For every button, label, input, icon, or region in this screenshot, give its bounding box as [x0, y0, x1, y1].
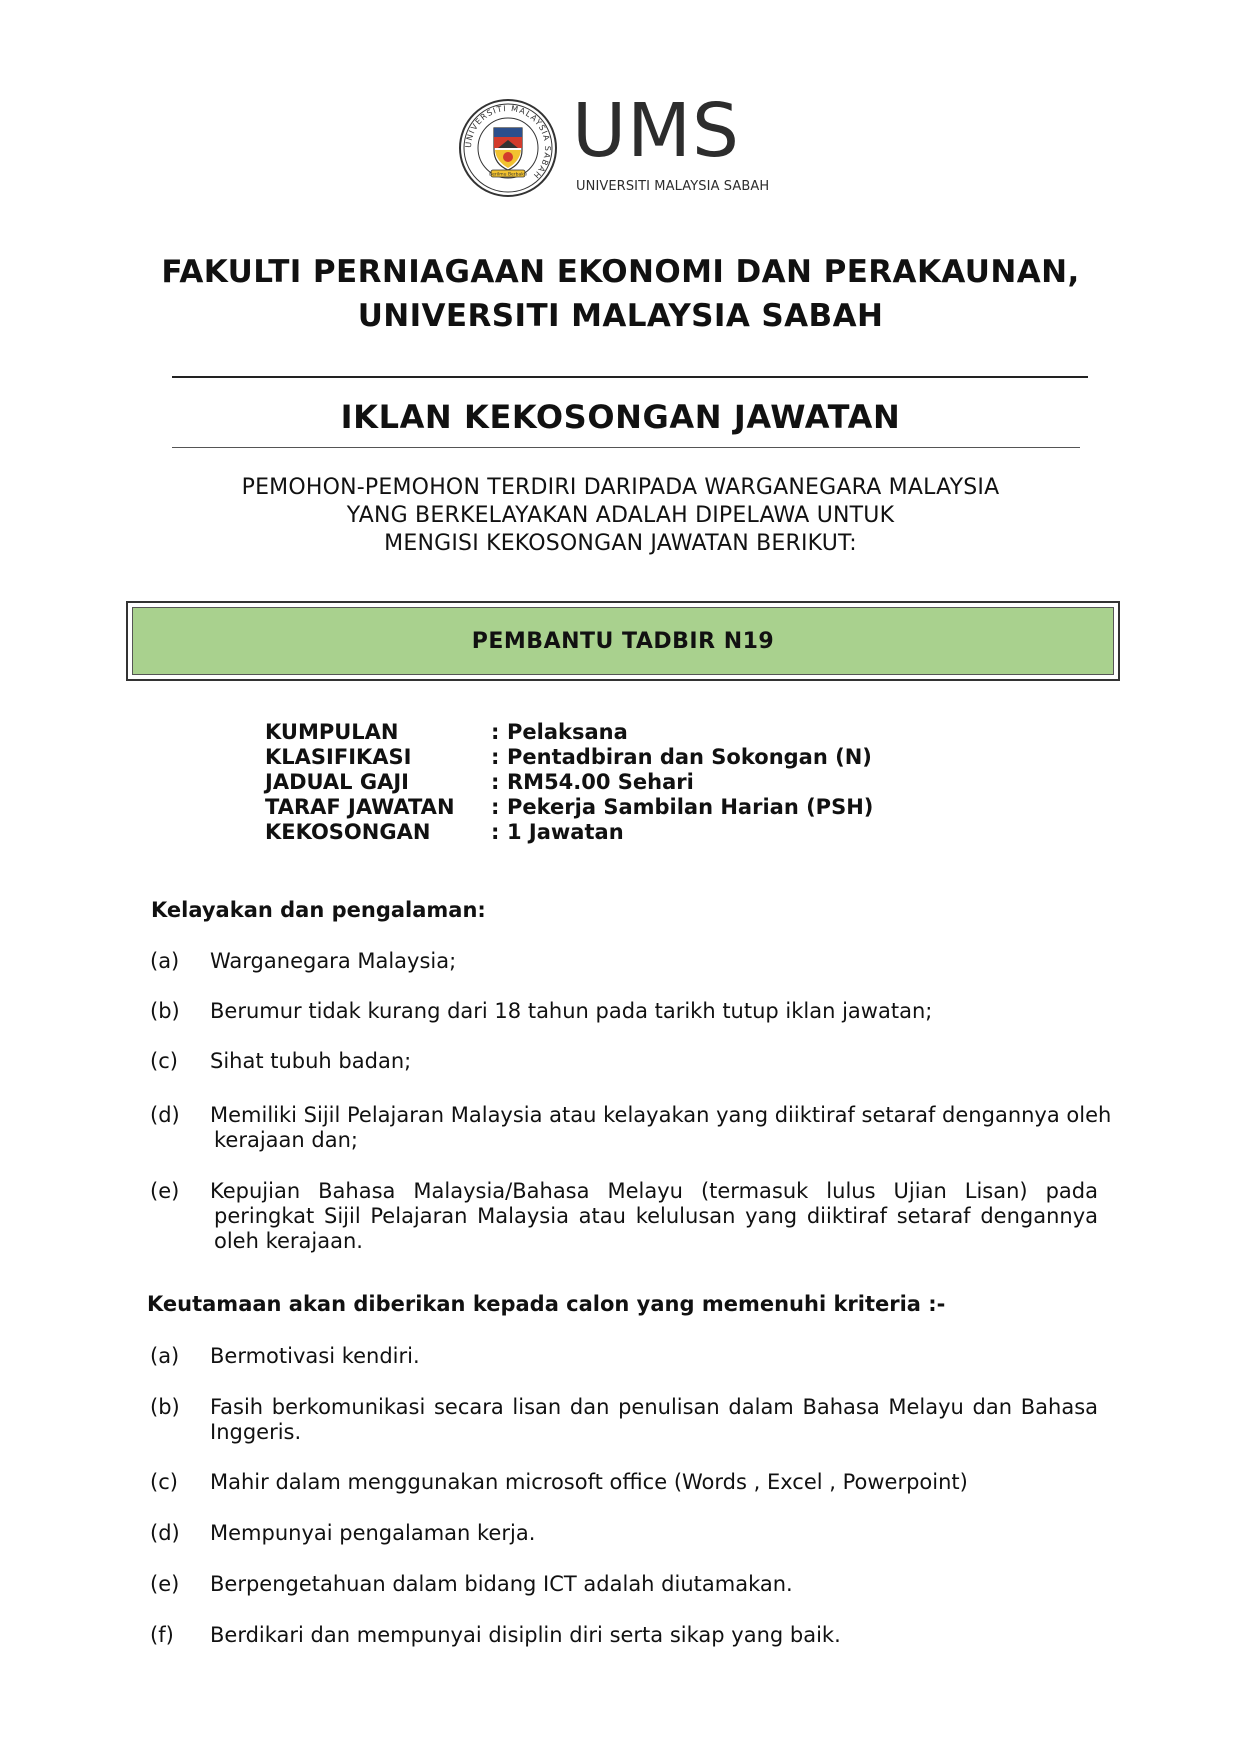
divider-top: [172, 376, 1088, 378]
detail-separator: :: [491, 770, 500, 794]
detail-value: Pentadbiran dan Sokongan (N): [507, 745, 872, 769]
item-text: Mempunyai pengalaman kerja.: [210, 1521, 536, 1545]
detail-row: [265, 770, 1065, 795]
item-text: Sihat tubuh badan;: [210, 1049, 412, 1073]
item-marker: (a): [150, 949, 180, 973]
detail-value: Pelaksana: [507, 720, 628, 744]
item-text: Kepujian Bahasa Malaysia/Bahasa Melayu (termasuk lulus Ujian Lisan) pada: [210, 1179, 1098, 1203]
detail-separator: :: [491, 720, 500, 744]
intro-text: [120, 474, 1121, 558]
item-marker: (c): [150, 1049, 178, 1073]
item-text: Berumur tidak kurang dari 18 tahun pada tarikh tutup iklan jawatan;: [210, 999, 933, 1023]
item-marker: (b): [150, 1395, 180, 1419]
detail-value: RM54.00 Sehari: [507, 770, 694, 794]
item-marker: (d): [150, 1103, 180, 1127]
intro-line: MENGISI KEKOSONGAN JAWATAN BERIKUT:: [384, 531, 857, 556]
ums-logo: [458, 88, 778, 198]
qualifications-title: Kelayakan dan pengalaman:: [151, 898, 486, 922]
detail-label: KUMPULAN: [265, 720, 399, 744]
ums-seal-icon: [458, 98, 558, 198]
item-marker: (e): [150, 1179, 180, 1203]
detail-row: [265, 720, 1065, 745]
detail-row: [265, 795, 1065, 820]
detail-separator: :: [491, 795, 500, 819]
detail-value: 1 Jawatan: [507, 820, 624, 844]
item-text: Mahir dalam menggunakan microsoft office (Words , Excel , Powerpoint): [210, 1470, 968, 1494]
wordmark-text: UMS: [572, 88, 740, 174]
faculty-line-1: FAKULTI PERNIAGAAN EKONOMI DAN PERAKAUNAN,: [161, 254, 1080, 290]
seal-ring-text: UNIVERSITI MALAYSIA SABAH: [463, 103, 553, 181]
item-text-block: [210, 1395, 1098, 1445]
item-marker: (a): [150, 1344, 180, 1368]
seal-motto: Berilmu Berbakti: [489, 172, 527, 178]
item-text-block: [210, 1179, 1098, 1254]
item-marker: (c): [150, 1470, 178, 1494]
detail-value: Pekerja Sambilan Harian (PSH): [507, 795, 874, 819]
intro-line: PEMOHON-PEMOHON TERDIRI DARIPADA WARGANEGARA MALAYSIA: [241, 475, 1000, 500]
intro-line: YANG BERKELAYAKAN ADALAH DIPELAWA UNTUK: [346, 503, 895, 528]
detail-label: KEKOSONGAN: [265, 820, 431, 844]
position-box: [126, 601, 1120, 681]
faculty-line-2: UNIVERSITI MALAYSIA SABAH: [357, 298, 884, 334]
item-text-line-2: peringkat Sijil Pelajaran Malaysia atau kelulusan yang diiktiraf setaraf dengannya: [214, 1204, 1098, 1228]
item-text-continued: Inggeris.: [210, 1420, 302, 1444]
item-marker: (d): [150, 1521, 180, 1545]
position-title: PEMBANTU TADBIR N19: [132, 607, 1114, 675]
item-text: Berpengetahuan dalam bidang ICT adalah diutamakan.: [210, 1572, 793, 1596]
detail-label: KLASIFIKASI: [265, 745, 412, 769]
item-text-continued: kerajaan dan;: [214, 1128, 358, 1152]
detail-separator: :: [491, 820, 500, 844]
item-text: Warganegara Malaysia;: [210, 949, 457, 973]
detail-row: [265, 745, 1065, 770]
wordmark-subtitle: UNIVERSITI MALAYSIA SABAH: [576, 179, 770, 194]
job-details: [265, 720, 1065, 845]
item-marker: (f): [150, 1623, 174, 1647]
ad-title: IKLAN KEKOSONGAN JAWATAN: [340, 398, 901, 436]
ums-wordmark: [572, 88, 782, 196]
item-text: Memiliki Sijil Pelajaran Malaysia atau kelayakan yang diiktiraf setaraf dengannya oleh: [210, 1103, 1112, 1127]
faculty-heading: [100, 250, 1141, 338]
item-marker: (e): [150, 1572, 180, 1596]
detail-separator: :: [491, 745, 500, 769]
item-marker: (b): [150, 999, 180, 1023]
detail-row: [265, 820, 1065, 845]
preferences-title: Keutamaan akan diberikan kepada calon yang memenuhi kriteria :-: [147, 1292, 946, 1316]
item-text-continued: oleh kerajaan.: [214, 1229, 363, 1253]
detail-label: JADUAL GAJI: [265, 770, 409, 794]
item-text: Berdikari dan mempunyai disiplin diri serta sikap yang baik.: [210, 1623, 841, 1647]
item-text: Bermotivasi kendiri.: [210, 1344, 420, 1368]
item-text: Fasih berkomunikasi secara lisan dan penulisan dalam Bahasa Melayu dan Bahasa: [210, 1395, 1098, 1419]
divider-bottom: [172, 447, 1080, 448]
detail-label: TARAF JAWATAN: [265, 795, 455, 819]
item-text-block: [210, 1103, 1112, 1153]
